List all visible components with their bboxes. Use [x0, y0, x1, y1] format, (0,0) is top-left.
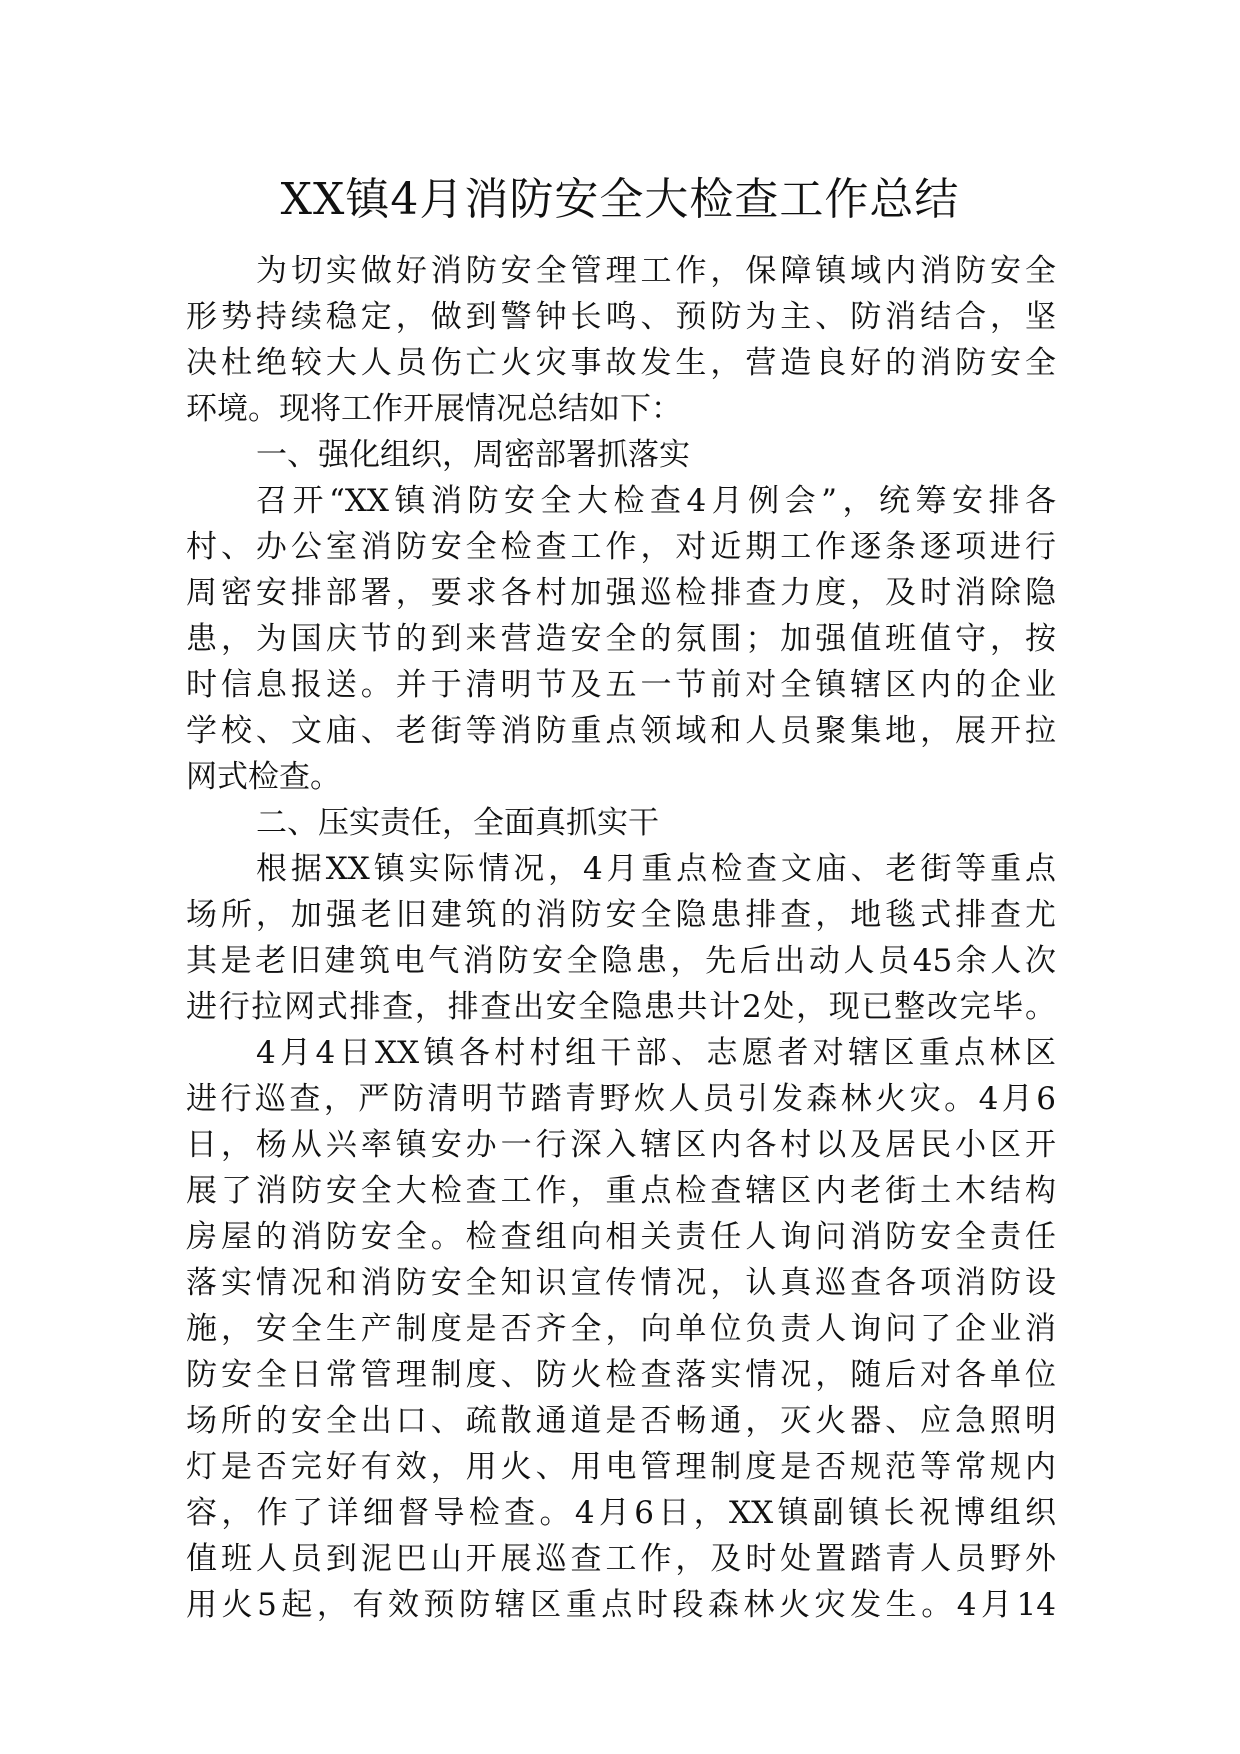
- text-line: 场所，加强老旧建筑的消防安全隐患排查，地毯式排查尤: [186, 897, 1056, 933]
- section-heading: 二、压实责任，全面真抓实干: [256, 805, 659, 841]
- text-line: 为切实做好消防安全管理工作，保障镇域内消防安全: [256, 253, 1056, 289]
- text-line: 环境。现将工作开展情况总结如下：: [186, 391, 682, 427]
- text-line: 召开“XX镇消防安全大检查4月例会”，统筹安排各: [256, 483, 1056, 519]
- text-line: 容，作了详细督导检查。4月6日，XX镇副镇长祝博组织: [186, 1495, 1056, 1531]
- text-line: 决杜绝较大人员伤亡火灾事故发生，营造良好的消防安全: [186, 345, 1056, 381]
- text-line: 灯是否完好有效，用火、用电管理制度是否规范等常规内: [186, 1449, 1056, 1485]
- text-line: 房屋的消防安全。检查组向相关责任人询问消防安全责任: [186, 1219, 1056, 1255]
- text-line: 场所的安全出口、疏散通道是否畅通，灭火器、应急照明: [186, 1403, 1056, 1439]
- text-line: 村、办公室消防安全检查工作，对近期工作逐条逐项进行: [186, 529, 1056, 565]
- text-line: 进行巡查，严防清明节踏青野炊人员引发森林火灾。4月6: [186, 1081, 1056, 1117]
- text-line: 施，安全生产制度是否齐全，向单位负责人询问了企业消: [186, 1311, 1056, 1347]
- text-line: 网式检查。: [186, 759, 341, 795]
- text-line: 周密安排部署，要求各村加强巡检排查力度，及时消除隐: [186, 575, 1056, 611]
- text-line: 展了消防安全大检查工作，重点检查辖区内老街土木结构: [186, 1173, 1056, 1209]
- document-body: [186, 248, 1056, 1628]
- text-line: 根据XX镇实际情况，4月重点检查文庙、老街等重点: [256, 851, 1056, 887]
- text-line: 用火5起，有效预防辖区重点时段森林火灾发生。4月14: [186, 1587, 1056, 1623]
- section-heading: 一、强化组织，周密部署抓落实: [256, 437, 690, 473]
- text-line: 落实情况和消防安全知识宣传情况，认真巡查各项消防设: [186, 1265, 1056, 1301]
- text-line: 其是老旧建筑电气消防安全隐患，先后出动人员45余人次: [186, 943, 1056, 979]
- text-line: 形势持续稳定，做到警钟长鸣、预防为主、防消结合，坚: [186, 299, 1056, 335]
- text-line: 值班人员到泥巴山开展巡查工作，及时处置踏青人员野外: [186, 1541, 1056, 1577]
- text-line: 防安全日常管理制度、防火检查落实情况，随后对各单位: [186, 1357, 1056, 1393]
- text-line: 进行拉网式排查，排查出安全隐患共计2处，现已整改完毕。: [186, 989, 1056, 1025]
- document-title: XX镇4月消防安全大检查工作总结: [280, 174, 960, 225]
- text-line: 时信息报送。并于清明节及五一节前对全镇辖区内的企业: [186, 667, 1056, 703]
- text-line: 学校、文庙、老街等消防重点领域和人员聚集地，展开拉: [186, 713, 1056, 749]
- text-line: 日，杨从兴率镇安办一行深入辖区内各村以及居民小区开: [186, 1127, 1056, 1163]
- text-line: 4月4日XX镇各村村组干部、志愿者对辖区重点林区: [256, 1035, 1056, 1071]
- text-line: 患，为国庆节的到来营造安全的氛围；加强值班值守，按: [186, 621, 1056, 657]
